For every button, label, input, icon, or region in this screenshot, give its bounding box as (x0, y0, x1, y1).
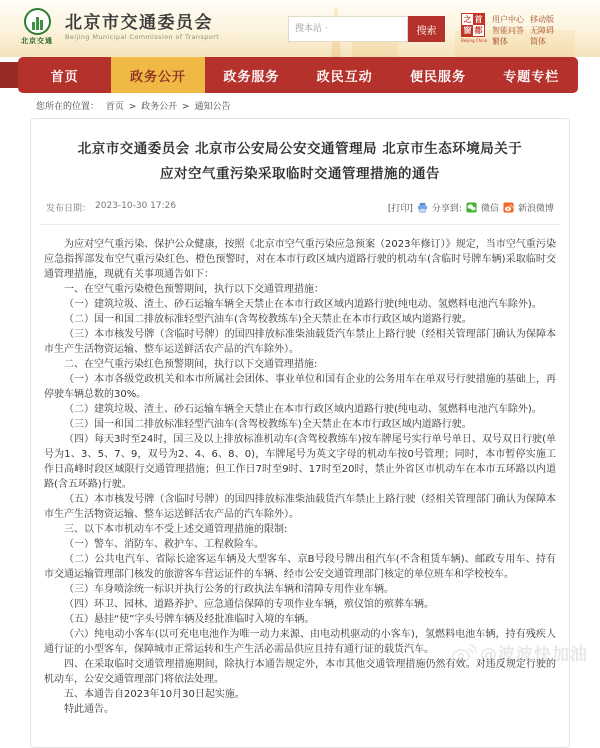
wechat-icon[interactable] (466, 202, 477, 213)
nav-tab[interactable]: 政民互动 (316, 69, 373, 85)
site-banner (0, 0, 600, 57)
breadcrumb-link[interactable]: 政务公开 (141, 102, 178, 112)
article-paragraph: 三、以下本市机动车不受上述交通管理措施的限制: (64, 524, 288, 535)
header-quick-link[interactable]: 繁体 (492, 37, 508, 46)
article-paragraph: （六）纯电动小客车(以可充电电池作为唯一动力来源、由电动机驱动的小客车)，氢燃料电池车辆，持有残疾人通行证的小型客车，保障城市正常运转和生产生活必需品供应且持有通行证的载货汽车。 (44, 629, 556, 655)
article-paragraph: （二）国一和国二排放标准轻型汽油车(含驾校教练车)全天禁止在本市行政区域内道路行驶。 (64, 314, 472, 325)
nav-tab[interactable]: 政务公开 (111, 57, 204, 93)
article-paragraph: （二）公共电汽车、省际长途客运车辆及大型客车、京B号段号牌出租汽车(不含租赁车辆)、邮政专用车、持有市交通运输管理部门核发的旅游客车营运证件的车辆、经市公安交通管理部门核定的单位班车和学校校车。 (44, 554, 556, 580)
header-quick-link[interactable]: 用户中心 (492, 15, 524, 24)
publish-date-label: 发布日期： (46, 204, 92, 214)
seal-caption: Beijing China (461, 38, 488, 43)
breadcrumb-separator: > (179, 102, 193, 112)
header-quick-link[interactable]: 简体 (530, 37, 546, 46)
breadcrumb-link[interactable]: 通知公告 (194, 102, 231, 112)
seal-character: 首 (474, 15, 483, 24)
article-paragraph: （一）警车、消防车、救护车、工程救险车。 (64, 539, 264, 550)
printer-icon[interactable] (417, 202, 428, 213)
article-paragraph: 二、在空气重污染红色预警期间，执行以下交通管理措施: (64, 359, 318, 370)
header-quick-link[interactable]: 智能问答 (492, 26, 524, 35)
seal-character: 都 (474, 26, 483, 35)
article-paragraph: （一）本市各级党政机关和本市所属社会团体、事业单位和国有企业的公务用车在单双号行驶措施的基础上，再停驶车辆总数的30%。 (44, 374, 556, 400)
nav-tab[interactable]: 政务服务 (223, 69, 280, 85)
article-meta (40, 199, 560, 225)
nav-tab[interactable]: 专题专栏 (503, 69, 560, 85)
emblem-label: 北京交通 (21, 37, 53, 45)
main-navigation (0, 57, 600, 93)
article-paragraph: 四、在采取临时交通管理措施期间，除执行本通告规定外，本市其他交通管理措施仍然有效。对违反规定行驶的机动车，公安交通管理部门将依法处理。 (44, 659, 556, 685)
beijing-gov-seal-logo[interactable] (461, 13, 488, 43)
publish-date-value: 2023-10-30 17:26 (95, 201, 177, 211)
breadcrumb-link[interactable]: 首页 (105, 102, 124, 112)
search-input[interactable] (288, 16, 408, 42)
search-button[interactable]: 搜索 (408, 16, 445, 42)
article-paragraph: （五）悬挂“使”字头号牌车辆及经批准临时入境的车辆。 (64, 614, 315, 625)
breadcrumb-prefix: 您所在的位置： (36, 102, 100, 112)
print-button[interactable]: [打印] (387, 204, 413, 214)
article-paragraph: （二）建筑垃圾、渣土、砂石运输车辆全天禁止在本市行政区域内道路行驶(纯电动、氢燃料电池汽车除外)。 (64, 404, 542, 415)
article-paragraph: （一）建筑垃圾、渣土、砂石运输车辆全天禁止在本市行政区域内道路行驶(纯电动、氢燃料电池汽车除外)。 (64, 299, 542, 310)
header-quick-link[interactable]: 无障碍 (530, 26, 554, 35)
site-search (288, 16, 445, 42)
nav-tab[interactable]: 便民服务 (409, 69, 466, 85)
site-title: 北京市交通委员会 (65, 12, 213, 33)
transport-emblem-icon (24, 8, 51, 35)
breadcrumb (0, 93, 600, 116)
article-paragraph: 五、本通告自2023年10月30日起实施。 (64, 689, 245, 700)
article-container (30, 118, 570, 748)
article-paragraph: （四）环卫、园林、道路养护、应急通信保障的专项作业车辆，殡仪馆的殡葬车辆。 (64, 599, 434, 610)
article-paragraph: （三）国一和国二排放标准轻型汽油车(含驾校教练车)全天禁止在本市行政区域内道路行驶。 (64, 419, 472, 430)
weibo-icon[interactable] (503, 202, 514, 213)
breadcrumb-separator: > (125, 102, 140, 112)
article-paragraph: （三）车身喷涂统一标识并执行公务的行政执法车辆和清障专用作业车辆。 (64, 584, 394, 595)
article-paragraph: （三）本市核发号牌（含临时号牌）的国四排放标准柴油载货汽车禁止上路行驶（经相关管理部门确认为保障本市生产生活物资运输、整车运送鲜活农产品的汽车除外）。 (44, 329, 556, 355)
article-title: 北京市交通委员会 北京市公安局公安交通管理局 北京市生态环境局关于应对空气重污染采取临时交通管理措施的通告 (77, 141, 523, 182)
share-label: 分享到: (431, 204, 462, 214)
article-paragraph: 特此通告。 (64, 704, 114, 715)
article-paragraph: 为应对空气重污染、保护公众健康，按照《北京市空气重污染应急预案（2023年修订）》规定，当市空气重污染应急指挥部发布空气重污染红色、橙色预警时，对在本市行政区域内道路行驶的机动车(含临时号牌车辆)采取临时交通管理措施，现就有关事项通告如下： (44, 239, 556, 280)
header-quick-link[interactable]: 移动版 (530, 15, 554, 24)
article-paragraph: （四）每天3时至24时，国三及以上排放标准机动车(含驾校教练车)按车牌尾号实行单号单日、双号双日行驶(单号为1、3、5、7、9，双号为2、4、6、8、0)，车牌尾号为英文字母的机动车按0号管理；同时，本市暂停实施工作日高峰时段区域限行交通管理措施；但工作日7时至9时、17时至20时，禁止外省区市机动车在本市五环路以内道路(含五环路)行驶。 (44, 434, 556, 490)
seal-character: 窗 (463, 26, 472, 35)
share-wechat-button[interactable]: 微信 (480, 204, 499, 214)
share-weibo-button[interactable]: 新浪微博 (517, 204, 554, 214)
site-subtitle: Beijing Municipal Commission of Transport (65, 32, 220, 41)
seal-character: 之 (463, 15, 472, 24)
article-paragraph: （五）本市核发号牌（含临时号牌）的国四排放标准柴油载货汽车禁止上路行驶（经相关管理部门确认为保障本市生产生活物资运输、整车运送鲜活农产品的汽车除外）。 (44, 494, 556, 520)
site-logo[interactable] (16, 8, 219, 46)
article-paragraph: 一、在空气重污染橙色预警期间，执行以下交通管理措施： (64, 284, 324, 295)
nav-tab[interactable]: 首页 (50, 69, 79, 85)
